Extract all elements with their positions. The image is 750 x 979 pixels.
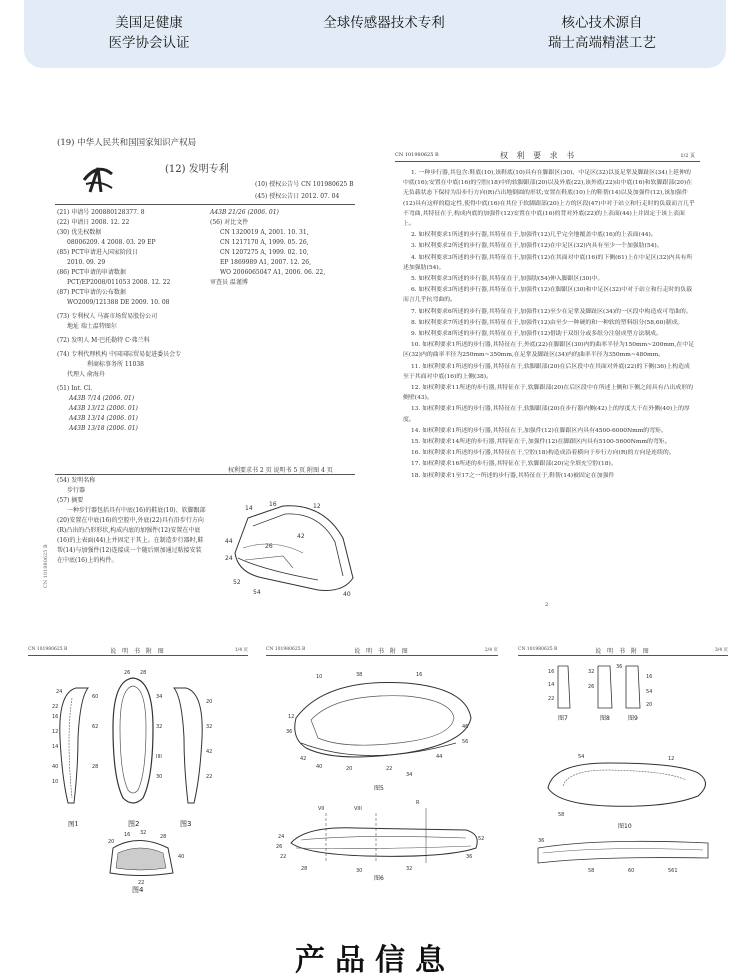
claim-paragraph: 4. 如权利要求3所述的步行器,其特征在于,加强件(12)在其面对中底(16)的下侧(61)上在中足区(32)内具有所述加强肋(54)。 — [403, 254, 693, 271]
claims-text — [403, 168, 695, 482]
svg-text:44: 44 — [436, 754, 443, 760]
page-number: 2 — [545, 602, 549, 608]
svg-text:26: 26 — [588, 684, 595, 690]
figure-caption: 图4 — [132, 886, 144, 894]
svg-text:32: 32 — [140, 830, 147, 836]
svg-text:38: 38 — [356, 672, 363, 678]
claim-paragraph: 16. 如权利要求1所述的步行器,其特征在于,空腔(18)构造成沿着横向于步行方向(R)的方向是连续的。 — [411, 450, 675, 457]
svg-text:12: 12 — [313, 503, 321, 510]
claim-paragraph: 2. 如权利要求1所述的步行器,其特征在于,加强件(12)几乎完全地覆盖中底(16)的上表面(44)。 — [411, 232, 657, 239]
drawing-page-2: CN 101980625 B 说 明 书 附 图 2/4 页 10 38 16 12 36 42 40 20 44 46 56 22 34 图5 VII VIII R 24 26 22 28 30 32 36 52 图6 — [266, 646, 498, 886]
svg-text:34: 34 — [156, 694, 163, 700]
feature-swiss-craft: 核心技术源自 瑞士高端精湛工艺 — [548, 15, 656, 51]
claim-paragraph: 15. 如权利要求14所述的步行器,其特征在于,加强件(12)在脚跟区内具有5100-5600Nmm的弯矩。 — [411, 439, 671, 446]
divider — [55, 204, 355, 205]
svg-text:40: 40 — [343, 591, 351, 598]
svg-text:40: 40 — [178, 854, 185, 860]
svg-text:36: 36 — [466, 854, 473, 860]
svg-text:28: 28 — [140, 670, 147, 676]
svg-text:30: 30 — [156, 774, 163, 780]
svg-text:14: 14 — [52, 744, 59, 750]
svg-text:26: 26 — [265, 543, 273, 550]
svg-text:20: 20 — [108, 839, 115, 845]
divider — [395, 161, 700, 162]
svg-text:24: 24 — [56, 689, 63, 695]
svg-text:32: 32 — [156, 724, 163, 730]
svg-text:28: 28 — [160, 834, 167, 840]
svg-text:32: 32 — [406, 866, 413, 872]
svg-text:20: 20 — [346, 766, 353, 772]
bibliographic-data-left: (21) 申请号 200880128377. 8 (22) 申请日 2008. 12. 22 (30) 优先权数据 08006209. 4 2008. 03. 29 EP (85) PCT申请进入国家阶段日 2010. 09. 29 (86) PCT申请的申请数据 PCT/EP2008/011053 2008. 12. 22 (87) PCT申请的公布数据 WO2009/121388 DE 2009. 10. 08 (73) 专利权人 马赛市场贸易股份公司 地址 瑞士温特图尔 (72) 发明人 M·巴托勒特 C·弗兰科 (74) 专利代理机构 中国国际贸易促进委员会专 利商标事务所 11038 代理人 俞海舟 (51) Int. Cl. A43B 7/14 (2006. 01) A43B 13/12 (2006. 01) A43B 13/14 (2006. 01) A43B 13/18 (2006. 01) — [57, 209, 182, 432]
svg-text:62: 62 — [92, 724, 99, 730]
figure-caption: 图7 — [558, 715, 568, 722]
svg-text:12: 12 — [288, 714, 295, 720]
svg-text:16: 16 — [416, 672, 423, 678]
feature-sensor-patent: 全球传感器技术专利 — [323, 15, 445, 31]
svg-text:54: 54 — [578, 754, 585, 760]
svg-text:20: 20 — [206, 699, 213, 705]
svg-text:60: 60 — [628, 868, 635, 874]
figure-caption: 图2 — [128, 820, 140, 828]
figure-caption: 图6 — [374, 875, 384, 882]
publication-date: (45) 授权公告日 2012. 07. 04 — [255, 193, 340, 200]
svg-text:26: 26 — [276, 844, 283, 850]
svg-text:24: 24 — [225, 555, 233, 562]
svg-text:52: 52 — [478, 836, 485, 842]
svg-text:28: 28 — [301, 866, 308, 872]
figure-caption: 图1 — [68, 820, 79, 828]
svg-text:IIII: IIII — [156, 754, 162, 760]
svg-text:58: 58 — [588, 868, 595, 874]
svg-text:14: 14 — [548, 682, 555, 688]
feature-certification: 美国足健康 医学协会认证 — [108, 15, 190, 51]
svg-text:44: 44 — [225, 538, 233, 545]
svg-text:42: 42 — [297, 533, 305, 540]
patent-kind: (12) 发明专利 — [165, 164, 229, 175]
divider — [266, 655, 498, 656]
svg-text:40: 40 — [52, 764, 59, 770]
svg-text:22: 22 — [386, 766, 393, 772]
svg-text:60: 60 — [92, 694, 99, 700]
svg-text:46: 46 — [462, 724, 469, 730]
claim-paragraph: 9. 如权利要求8所述的步行器,其特征在于,加强件(12)借助于双组分或多组分注射成型方法制成。 — [411, 331, 662, 338]
figures-7-10-drawing — [518, 658, 728, 886]
claim-paragraph: 18. 如权利要求1至17之一所述的步行器,其特征在于,鞋帮(14)被固定在加强件 — [411, 472, 615, 479]
feature-banner — [24, 0, 726, 68]
svg-text:22: 22 — [52, 704, 59, 710]
svg-text:VII: VII — [318, 806, 325, 812]
figure-caption: 图9 — [628, 715, 638, 722]
figure-caption: 图10 — [618, 823, 632, 830]
patent-office-name: (19) 中华人民共和国国家知识产权局 — [57, 138, 197, 148]
figures-5-6-drawing — [266, 658, 498, 886]
figure-caption: 图8 — [600, 715, 610, 722]
claim-paragraph: 5. 如权利要求3所述的步行器,其特征在于,加强肋(54)伸入脚跟区(30)中。 — [411, 276, 604, 283]
svg-text:30: 30 — [356, 868, 363, 874]
publication-number: (10) 授权公告号 CN 101980625 B — [255, 181, 354, 188]
svg-text:42: 42 — [300, 756, 307, 762]
svg-text:40: 40 — [316, 764, 323, 770]
svg-text:34: 34 — [406, 772, 413, 778]
divider — [518, 655, 728, 656]
svg-text:22: 22 — [548, 696, 555, 702]
claim-paragraph: 7. 如权利要求6所述的步行器,其特征在于,加强件(12)至少在足掌及脚趾区(34)的一区段中构造成可弯曲的。 — [411, 308, 692, 315]
figure-caption: 图3 — [180, 820, 192, 828]
claim-paragraph: 3. 如权利要求2所述的步行器,其特征在于,加强件(12)在中足区(32)内具有至少一个加强肋(54)。 — [411, 243, 663, 250]
svg-text:20: 20 — [646, 702, 653, 708]
svg-text:24: 24 — [278, 834, 285, 840]
svg-text:54: 54 — [646, 689, 653, 695]
claims-page — [395, 150, 700, 610]
figure-caption: 图5 — [374, 785, 384, 792]
divider — [55, 474, 355, 475]
claim-paragraph: 13. 如权利要求1所述的步行器,其特征在于,软脚跟部(20)在步行器内侧(42)上的厚度大于在外侧(40)上的厚度。 — [403, 406, 690, 423]
svg-text:58: 58 — [558, 812, 565, 818]
claim-paragraph: 10. 如权利要求1所述的步行器,其特征在于,外底(22)在脚跟区(30)内的曲率半径为150mm~200mm,在中足区(32)内的曲率半径为250mm~350mm,在足掌及脚趾区(34)内的曲率半径为350mm~480mm。 — [403, 342, 695, 359]
svg-text:36: 36 — [286, 729, 293, 735]
svg-text:10: 10 — [316, 674, 323, 680]
figures-1-4-drawing — [28, 658, 248, 894]
svg-text:16: 16 — [52, 714, 59, 720]
claim-paragraph: 11. 如权利要求1所述的步行器,其特征在于,软脚跟部(20)在后区段中在其面对外底(22)的下侧(36)上构造成至于其面对中底(16)的上侧(38)。 — [403, 363, 690, 380]
svg-text:28: 28 — [92, 764, 99, 770]
svg-text:32: 32 — [206, 724, 213, 730]
product-info-title: 产品信息 — [295, 943, 455, 978]
claim-paragraph: 1. 一种步行器,其包含:鞋底(10),该鞋底(10)具有在脚跟区(30)、中足区(32)以及足掌及脚趾区(34)上延伸的中底(16);安置在中底(16)的空腔(18)中的软脚跟部(20)以及外底(22),该外底(22)由中底(16)和软脚跟部(20)在无负载状态下保持为沿步行方向(R)凸出地倒圆的形状;安置在鞋底(10)上的鞋帮(14)以及加强件(12),该加强件(12)具有这样的稳定性,使得中底(16)在其位于软脚跟部(20)上方的区段(47)中对于站立和行走时的负载而言几乎不弯曲,其特征在于,构成内底的加强件(12)安置在中底(16)的背对外底(22)的上表面(44)上并固定于该上表面上。 — [403, 170, 695, 228]
svg-text:26: 26 — [124, 670, 131, 676]
abstract-drawing — [223, 498, 363, 603]
patent-office-logo-icon — [78, 158, 118, 198]
drawing-page-1: CN 101980625 B 说 明 书 附 图 1/4 页 24 22 16 12 14 40 10 60 62 28 26 28 34 32 IIII 30 20 32 42 22 图1 图2 图3 20 16 32 28 40 22 图4 — [28, 647, 248, 894]
claim-paragraph: 17. 如权利要求16所述的步行器,其特征在于,软脚跟部(20)完全填充空腔(18)。 — [411, 461, 617, 468]
claims-header: CN 101980625 B 权 利 要 求 书 1/2 页 — [395, 151, 695, 160]
claim-paragraph: 14. 如权利要求1所述的步行器,其特征在于,加强件(12)在脚跟区内具有4500-6000Nmm的弯矩。 — [411, 427, 667, 434]
svg-text:12: 12 — [668, 756, 675, 762]
page-count-footer: 权利要求书 2 页 说明书 5 页 附图 4 页 — [228, 467, 333, 474]
svg-text:36: 36 — [538, 838, 545, 844]
drawing-page-3: CN 101980625 B 说 明 书 附 图 3/4 页 16 14 22 32 26 36 16 54 20 图7 图8 图9 54 12 58 图10 36 58 60 561 — [518, 646, 728, 886]
claim-paragraph: 8. 如权利要求7所述的步行器,其特征在于,加强件(12)由至少一种硬的和一种软的塑料组分(58,60)制成。 — [411, 319, 684, 326]
svg-text:14: 14 — [245, 505, 253, 512]
svg-text:22: 22 — [280, 854, 287, 860]
svg-text:10: 10 — [52, 779, 59, 785]
divider — [28, 655, 248, 656]
svg-text:16: 16 — [269, 501, 277, 508]
svg-text:32: 32 — [588, 669, 595, 675]
svg-text:52: 52 — [233, 579, 241, 586]
svg-text:42: 42 — [206, 749, 213, 755]
claim-paragraph: 12. 如权利要求11所述的步行器,其特征在于,软脚跟部(20)在后区段中在所述上侧和下侧之间具有凸出成形的侧壁(43)。 — [403, 385, 693, 402]
svg-text:16: 16 — [548, 669, 555, 675]
svg-text:VIII: VIII — [354, 806, 362, 812]
claim-paragraph: 6. 如权利要求3所述的步行器,其特征在于,加强件(12)在脚跟区(30)和中足区(32)中对于站立和行走时的负载而言几乎抗弯曲的。 — [403, 287, 692, 304]
side-patent-number: CN 101980625 B — [43, 544, 49, 588]
svg-text:22: 22 — [138, 880, 145, 886]
svg-text:36: 36 — [616, 664, 623, 670]
svg-text:12: 12 — [52, 729, 59, 735]
svg-text:561: 561 — [668, 868, 678, 874]
svg-text:22: 22 — [206, 774, 213, 780]
bibliographic-data-right: A43B 21/26 (2006. 01) (56) 对比文件 CN 1320019 A, 2001. 10. 31, CN 1217170 A, 1999. 05. 26, CN 1207275 A, 1999. 02. 10, EP 1869989 A1, 2007. 12. 26, WO 2006065047 A1, 2006. 06. 22, 审查员 温谨博 — [210, 209, 326, 286]
svg-text:54: 54 — [253, 589, 261, 596]
svg-text:16: 16 — [646, 674, 653, 680]
abstract-block: (54) 发明名称 步行器 (57) 摘要 一种步行器包括具有中底(16)的鞋底(10)、软脚跟部(20)安置在中底(16)的空腔中,外底(22)具有沿步行方向(R)凸出的凸形形状,构成内底的加强件(12)安置在中底(16)的上表面(44)上并固定于其上。在制造步行器时,鞋帮(14)与加强件(12)连接成一个随后则加通过粘接安装在中底(16)上的构件。 — [57, 477, 206, 564]
svg-text:R: R — [416, 800, 420, 806]
patent-cover-page — [43, 128, 360, 608]
svg-text:56: 56 — [462, 739, 469, 745]
svg-text:16: 16 — [124, 832, 131, 838]
